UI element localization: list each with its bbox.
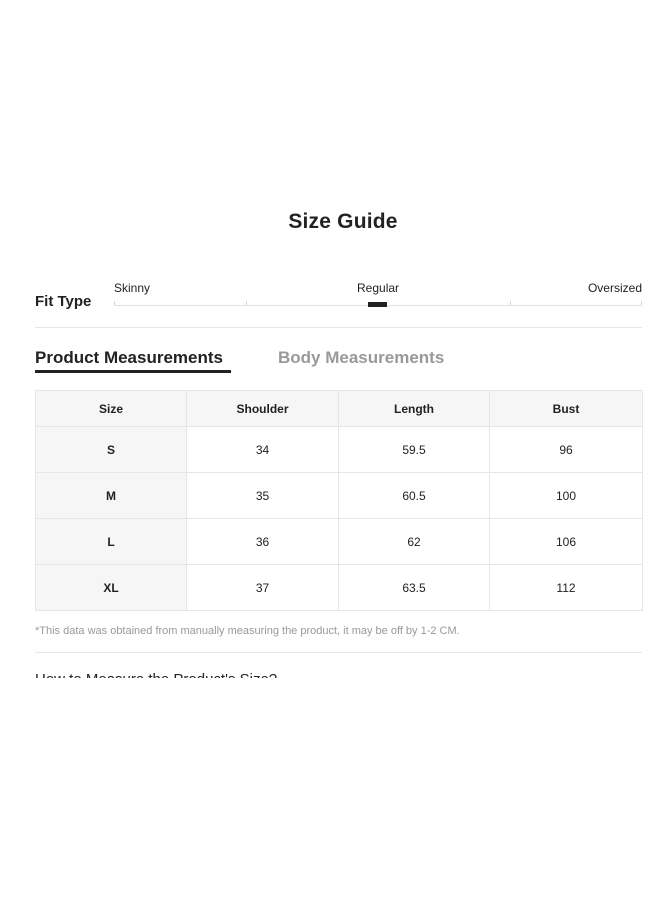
bust-cell: 96 <box>490 427 643 473</box>
active-tab-indicator <box>35 370 231 373</box>
tab-body-measurements[interactable]: Body Measurements <box>278 348 445 367</box>
fit-scale-tick <box>510 301 511 306</box>
size-cell: XL <box>36 565 187 611</box>
column-header-bust: Bust <box>490 391 643 427</box>
size-table <box>35 390 643 611</box>
size-cell: S <box>36 427 187 473</box>
size-cell: L <box>36 519 187 565</box>
bust-cell: 106 <box>490 519 643 565</box>
fit-type-label: Fit Type <box>35 293 92 310</box>
table-row <box>36 565 643 611</box>
fit-scale-tick <box>641 301 642 306</box>
divider <box>35 327 642 328</box>
divider <box>35 652 642 653</box>
size-cell: M <box>36 473 187 519</box>
table-row <box>36 427 643 473</box>
fit-option-oversized: Oversized <box>587 281 642 295</box>
page-title: Size Guide <box>288 210 398 233</box>
shoulder-cell: 34 <box>187 427 339 473</box>
shoulder-cell: 35 <box>187 473 339 519</box>
length-cell: 63.5 <box>339 565 490 611</box>
fit-option-regular: Regular <box>357 281 400 295</box>
shoulder-cell: 37 <box>187 565 339 611</box>
fit-scale-tick <box>114 301 115 306</box>
table-row <box>36 519 643 565</box>
tab-product-measurements[interactable]: Product Measurements <box>35 348 223 367</box>
fit-selected-marker <box>368 302 387 307</box>
content-cutoff <box>0 678 660 900</box>
column-header-shoulder: Shoulder <box>187 391 339 427</box>
length-cell: 59.5 <box>339 427 490 473</box>
bust-cell: 100 <box>490 473 643 519</box>
fit-option-skinny: Skinny <box>114 281 151 295</box>
length-cell: 60.5 <box>339 473 490 519</box>
table-row <box>36 473 643 519</box>
shoulder-cell: 36 <box>187 519 339 565</box>
column-header-size: Size <box>36 391 187 427</box>
table-header-row <box>36 391 643 427</box>
bust-cell: 112 <box>490 565 643 611</box>
column-header-length: Length <box>339 391 490 427</box>
fit-scale-tick <box>246 301 247 306</box>
measurement-note: *This data was obtained from manually measuring the product, it may be off by 1-2 CM. <box>35 625 460 637</box>
length-cell: 62 <box>339 519 490 565</box>
